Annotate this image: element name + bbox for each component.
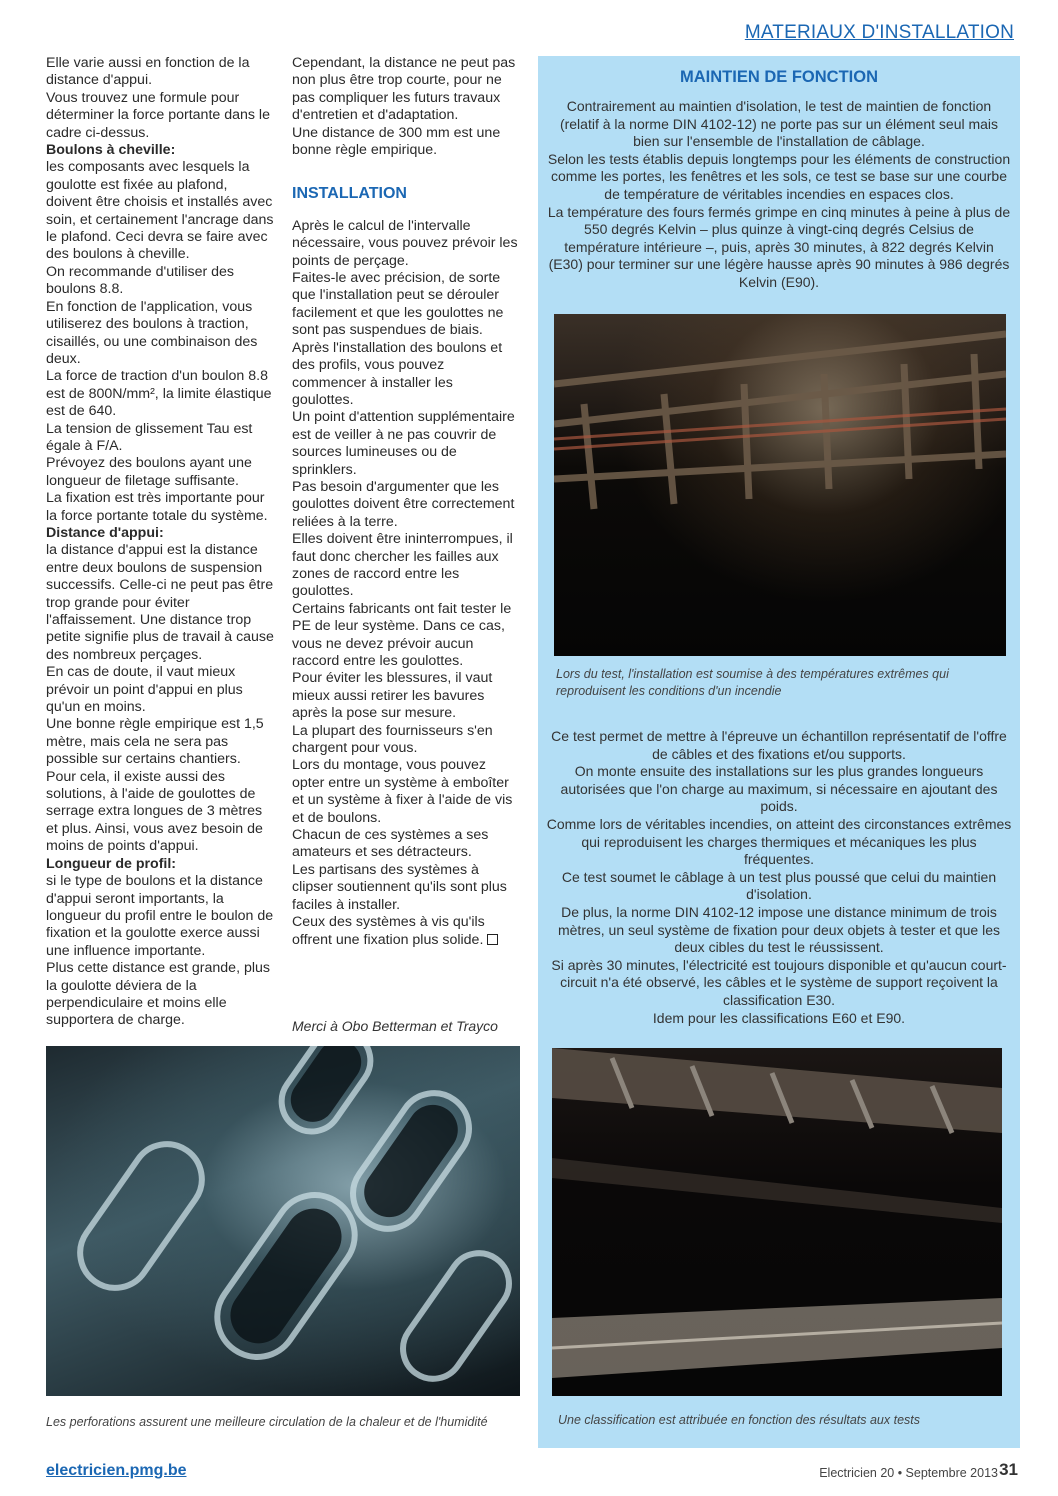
paragraph: Plus cette distance est grande, plus la goulotte déviera de la perpendiculaire et moins elle supportera de charge. — [46, 960, 270, 1029]
website-link[interactable]: electricien.pmg.be — [46, 1462, 187, 1479]
paragraph: Ce test permet de mettre à l'épreuve un échantillon représentatif de l'offre de câbles et des fixations et/ou supports. — [551, 728, 1007, 762]
paragraph: Comme lors de véritables incendies, on atteint des circonstances extrêmes qui reproduisent les charges thermiques et mécaniques les plus fréquentes. — [546, 815, 1012, 868]
paragraph: On monte ensuite des installations sur les plus grandes longueurs autorisées que l'on charge au maximum, si nécessaire en ajoutant des poids. — [560, 763, 998, 815]
paragraph: Lors du montage, vous pouvez opter entre un système à emboîter et un système à fixer à l'aide de vis et de boulons. — [292, 757, 513, 826]
subheading-longueur: Longueur de profil: — [46, 855, 177, 872]
paragraph: La plupart des fournisseurs s'en chargent pour vous. — [292, 722, 493, 757]
paragraph: Un point d'attention supplémentaire est de veiller à ne pas couvrir de sources lumineuses ou de sprinklers. — [292, 409, 515, 478]
paragraph: De plus, la norme DIN 4102-12 impose une distance minimum de trois mètres, un seul système de fixation pour deux objets à tester et que les deux cibles du test le réussissent. — [557, 903, 1001, 956]
sidebar-title: MAINTIEN DE FONCTION — [680, 68, 878, 86]
paragraph: La force de traction d'un boulon 8.8 est de 800N/mm², la limite élastique est de 640. — [46, 368, 272, 420]
heading-installation: INSTALLATION — [292, 185, 407, 203]
paragraph: Selon les tests établis depuis longtemps pour les éléments de construction comme les portes, les fenêtres et les sols, ce test se base sur une courbe de température de véritables incendies en espaces clos. — [547, 150, 1011, 202]
photo-caption: Les perforations assurent une meilleure circulation de la chaleur et de l'humidité — [46, 1415, 488, 1429]
paragraph-text: Ceux des systèmes à vis qu'ils offrent une fixation plus solide. — [292, 914, 485, 948]
article-column-1 — [46, 55, 274, 1030]
issue-info: Electricien 20 • Septembre 2013 — [819, 1466, 998, 1480]
paragraph: Une bonne règle empirique est 1,5 mètre, mais cela ne sera pas possible sur certains chantiers. — [46, 716, 264, 768]
section-title: MATERIAUX D'INSTALLATION — [744, 22, 1014, 43]
paragraph: En fonction de l'application, vous utiliserez des boulons à traction, cisaillés, ou une combinaison des deux. — [46, 298, 258, 367]
photo-caption: Lors du test, l'installation est soumise à des températures extrêmes qui reproduisent les conditions d'un incendie — [556, 667, 949, 698]
paragraph: Si après 30 minutes, l'électricité est toujours disponible et qu'aucun court-circuit n'a été observé, les câbles et le système de support reçoivent la classification E30. — [551, 956, 1007, 1008]
paragraph: Une distance de 300 mm est une bonne règle empirique. — [292, 124, 501, 159]
photo-tested-cable-trays — [552, 1048, 1002, 1396]
paragraph: Chacun de ces systèmes a ses amateurs et ses détracteurs. — [292, 827, 489, 861]
paragraph: Ce test soumet le câblage à un test plus poussé que celui du maintien d'isolation. — [561, 868, 997, 903]
paragraph: Pas besoin d'argumenter que les goulottes doivent être correctement reliées à la terre. — [292, 478, 515, 530]
paragraph: La température des fours fermés grimpe en cinq minutes à peine à plus de 550 degrés Kelvin – plus quinze à vingt-cinq degrés Celsius de température intérieure –, puis, après 30 minutes, à 822 degrés Kelvin (E30) pour terminer sur une légère hausse après 90 minutes à 986 degrés Kelvin (E90). — [547, 203, 1011, 290]
paragraph: Idem pour les classifications E60 et E90. — [652, 1009, 906, 1026]
end-of-article-icon — [487, 934, 498, 945]
paragraph: Contrairement au maintien d'isolation, le test de maintien de fonction (relatif à la norme DIN 4102-12) ne porte pas sur un élément seul mais bien sur l'ensemble de l'installation de câblage. — [559, 98, 999, 150]
paragraph: On recommande d'utiliser des boulons 8.8. — [46, 263, 235, 298]
paragraph: Elles doivent être ininterrompues, il faut donc chercher les failles aux zones de raccord entre les goulottes. — [292, 531, 513, 600]
photo-illustration — [46, 1046, 520, 1396]
paragraph-last — [292, 914, 518, 949]
photo-perforated-tray — [46, 1046, 520, 1396]
sidebar-intro — [546, 98, 1012, 292]
photo-burnt-cable-tray — [554, 314, 1006, 656]
paragraph: Certains fabricants ont fait tester le PE de leur système. Dans ce cas, vous ne devez prévoir aucun raccord entre les goulottes. — [292, 600, 512, 669]
paragraph: Faites-le avec précision, de sorte que l'installation peut se dérouler facilement et que les goulottes ne sont pas suspendues de biais. — [292, 270, 504, 339]
paragraph: Pour éviter les blessures, il vaut mieux aussi retirer les bavures après la pose sur mesure. — [292, 670, 493, 722]
paragraph: Après l'installation des boulons et des profils, vous pouvez commencer à installer les goulottes. — [292, 339, 503, 408]
photo-illustration — [554, 314, 1006, 656]
article-column-2 — [292, 55, 518, 949]
paragraph: Les partisans des systèmes à clipser soutiennent qu'ils sont plus faciles à installer. — [292, 861, 507, 913]
paragraph: Vous trouvez une formule pour déterminer la force portante dans le cadre ci-dessus. — [46, 89, 270, 141]
paragraph: Prévoyez des boulons ayant une longueur de filetage suffisante. — [46, 455, 252, 489]
paragraph: La fixation est très importante pour la force portante totale du système. — [46, 490, 268, 524]
paragraph: Cependant, la distance ne peut pas non plus être trop courte, pour ne pas compliquer les futurs travaux d'entretien et d'adaptation. — [292, 55, 516, 124]
paragraph: les composants avec lesquels la goulotte est fixée au plafond, doivent être choisis et installés avec soin, et certainement l'ancrage dans le plafond. Ceci devra se faire avec des boulons à cheville. — [46, 159, 274, 263]
paragraph: si le type de boulons et la distance d'appui seront importants, la longueur du profil entre le boulon de fixation et la goulotte exerce aussi une influence importante. — [46, 873, 274, 959]
sidebar-body — [546, 728, 1012, 1027]
page-number: 31 — [999, 1460, 1018, 1479]
subheading-boulons: Boulons à cheville: — [46, 142, 176, 159]
paragraph: Elle varie aussi en fonction de la distance d'appui. — [46, 55, 250, 89]
photo-illustration — [552, 1048, 1002, 1396]
paragraph: Après le calcul de l'intervalle nécessaire, vous pouvez prévoir les points de perçage. — [292, 217, 518, 269]
subheading-distance: Distance d'appui: — [46, 524, 164, 541]
paragraph: La tension de glissement Tau est égale à F/A. — [46, 420, 253, 454]
paragraph: En cas de doute, il vaut mieux prévoir un point d'appui en plus qu'un en moins. — [46, 664, 243, 716]
photo-caption: Une classification est attribuée en fonction des résultats aux tests — [558, 1413, 920, 1427]
paragraph: la distance d'appui est la distance entre deux boulons de suspension successifs. Celle-ci ne peut pas être trop grande pour éviter l'affaissement. Une distance trop petite signifie plus de travail à cause des nombreux perçages. — [46, 542, 274, 663]
credits: Merci à Obo Betterman et Trayco — [292, 1018, 498, 1034]
paragraph: Pour cela, il existe aussi des solutions, à l'aide de goulottes de serrage extra longues de 3 mètres et plus. Ainsi, vous avez besoin de moins de points d'appui. — [46, 768, 263, 855]
